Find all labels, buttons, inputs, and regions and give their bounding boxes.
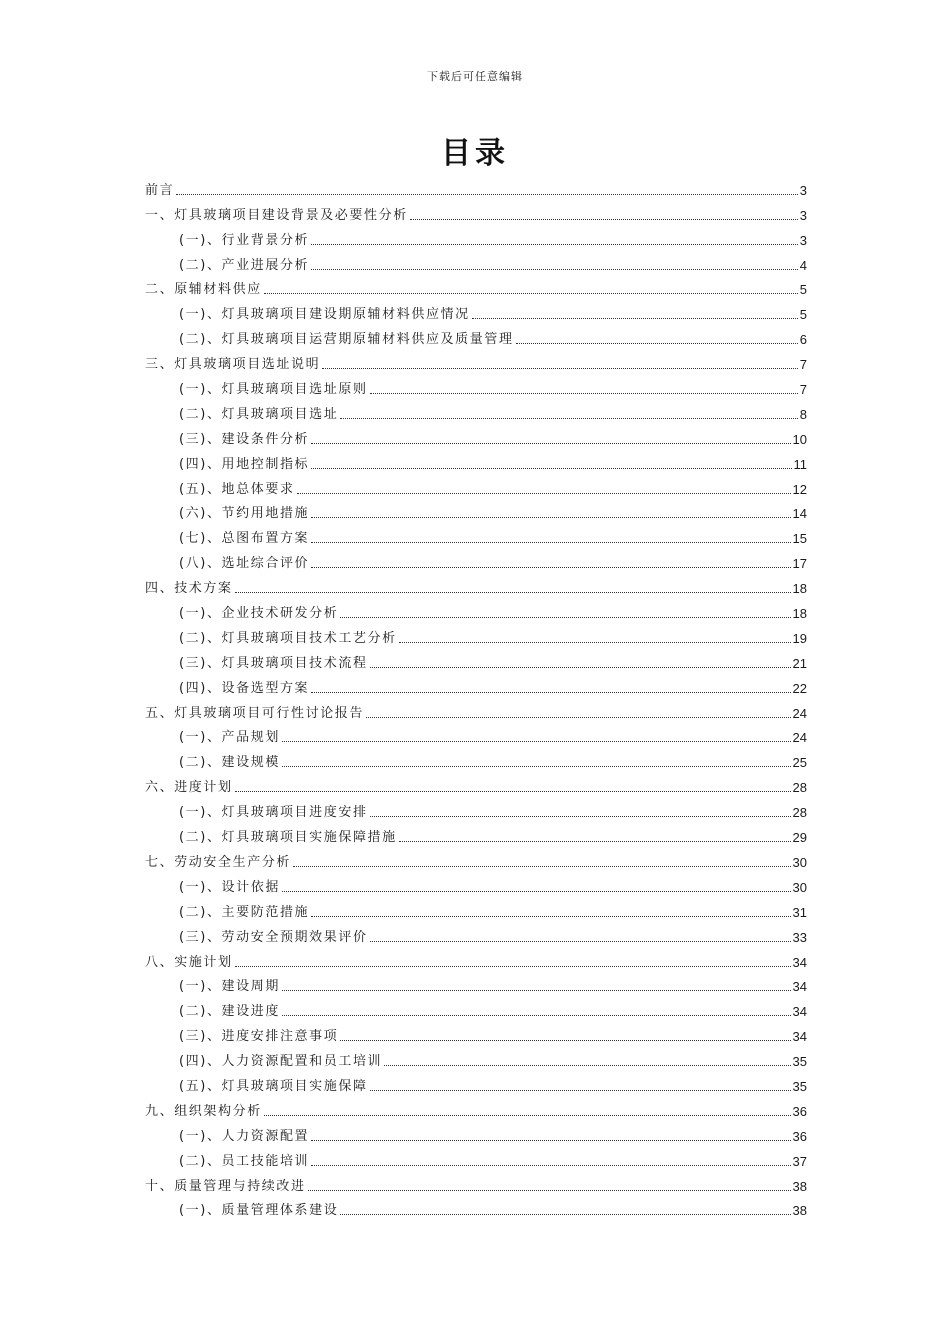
toc-entry-page-number: 7 — [799, 357, 807, 373]
toc-entry[interactable] — [145, 1170, 807, 1195]
toc-entry-label: (二)、灯具玻璃项目运营期原辅材料供应及质量管理 — [179, 332, 514, 348]
dot-leader — [282, 891, 791, 892]
toc-entry-page-number: 10 — [792, 431, 807, 447]
toc-entry[interactable] — [145, 622, 807, 647]
page-header: 下载后可任意编辑 — [427, 70, 523, 83]
toc-entry-page-number: 24 — [792, 730, 807, 746]
dot-leader — [235, 592, 791, 593]
dot-leader — [293, 866, 791, 867]
toc-entry-page-number: 18 — [792, 581, 807, 597]
toc-entry-label: (二)、灯具玻璃项目技术工艺分析 — [179, 630, 397, 646]
toc-entry-page-number: 38 — [792, 1203, 807, 1219]
toc-entry-page-number: 19 — [792, 630, 807, 646]
toc-entry-page-number: 28 — [792, 805, 807, 821]
dot-leader — [264, 1115, 791, 1116]
toc-entry-page-number: 34 — [792, 1004, 807, 1020]
toc-entry[interactable] — [145, 771, 807, 796]
dot-leader — [472, 318, 798, 319]
toc-entry-page-number: 3 — [799, 232, 807, 248]
toc-entry-page-number: 34 — [792, 954, 807, 970]
dot-leader — [410, 219, 798, 220]
dot-leader — [366, 717, 791, 718]
dot-leader — [340, 1040, 790, 1041]
toc-entry[interactable] — [145, 946, 807, 971]
dot-leader — [311, 916, 790, 917]
toc-entry-page-number: 25 — [792, 755, 807, 771]
toc-entry-page-number: 6 — [799, 332, 807, 348]
toc-entry-label: (四)、人力资源配置和员工培训 — [179, 1054, 383, 1070]
toc-entry-label: (七)、总图布置方案 — [179, 531, 310, 547]
toc-entry[interactable] — [145, 224, 807, 249]
toc-entry-label: (一)、建设周期 — [179, 979, 280, 995]
toc-entry[interactable] — [145, 199, 807, 224]
toc-entry[interactable] — [145, 697, 807, 722]
toc-entry[interactable] — [145, 348, 807, 373]
toc-entry-label: (三)、建设条件分析 — [179, 431, 310, 447]
toc-entry[interactable] — [145, 323, 807, 348]
toc-entry[interactable] — [145, 597, 807, 622]
toc-entry[interactable] — [145, 174, 807, 199]
dot-leader — [308, 1190, 791, 1191]
toc-entry[interactable] — [145, 547, 807, 572]
toc-entry[interactable] — [145, 298, 807, 323]
toc-entry-page-number: 18 — [792, 606, 807, 622]
dot-leader — [311, 1165, 790, 1166]
dot-leader — [384, 1065, 790, 1066]
toc-entry[interactable] — [145, 722, 807, 747]
toc-entry-page-number: 8 — [799, 406, 807, 422]
toc-entry-page-number: 36 — [792, 1128, 807, 1144]
dot-leader — [311, 1140, 790, 1141]
toc-entry-label: (六)、节约用地措施 — [179, 506, 310, 522]
toc-entry[interactable] — [145, 572, 807, 597]
toc-entry-page-number: 7 — [799, 382, 807, 398]
toc-entry-page-number: 5 — [799, 282, 807, 298]
toc-entry-label: 七、劳动安全生产分析 — [145, 854, 292, 870]
toc-entry-label: (一)、企业技术研发分析 — [179, 606, 339, 622]
toc-entry-page-number: 33 — [792, 929, 807, 945]
toc-entry-label: (一)、灯具玻璃项目建设期原辅材料供应情况 — [179, 307, 470, 323]
toc-entry-label: (三)、劳动安全预期效果评价 — [179, 929, 368, 945]
toc-entry-page-number: 30 — [792, 879, 807, 895]
toc-entry-label: (一)、质量管理体系建设 — [179, 1203, 339, 1219]
toc-entry-label: (二)、灯具玻璃项目选址 — [179, 406, 339, 422]
toc-entry[interactable] — [145, 1020, 807, 1045]
dot-leader — [311, 269, 798, 270]
toc-entry-page-number: 35 — [792, 1054, 807, 1070]
toc-entry-label: (一)、设计依据 — [179, 879, 280, 895]
toc-entry-label: 五、灯具玻璃项目可行性讨论报告 — [145, 705, 365, 721]
dot-leader — [311, 517, 790, 518]
toc-entry[interactable] — [145, 796, 807, 821]
dot-leader — [370, 667, 791, 668]
toc-entry[interactable] — [145, 373, 807, 398]
toc-entry-page-number: 22 — [792, 680, 807, 696]
dot-leader — [322, 368, 798, 369]
dot-leader — [297, 493, 791, 494]
toc-entry-label: 八、实施计划 — [145, 954, 233, 970]
toc-entry-label: 二、原辅材料供应 — [145, 282, 262, 298]
toc-entry-label: (二)、员工技能培训 — [179, 1153, 310, 1169]
dot-leader — [516, 343, 798, 344]
toc-entry[interactable] — [145, 921, 807, 946]
toc-entry-page-number: 30 — [792, 854, 807, 870]
toc-entry-label: (四)、设备选型方案 — [179, 680, 310, 696]
toc-entry-label: (二)、灯具玻璃项目实施保障措施 — [179, 830, 397, 846]
dot-leader — [399, 642, 791, 643]
toc-entry-label: 十、质量管理与持续改进 — [145, 1178, 306, 1194]
dot-leader — [370, 941, 791, 942]
dot-leader — [311, 468, 791, 469]
toc-entry-label: (三)、进度安排注意事项 — [179, 1029, 339, 1045]
toc-entry-label: 三、灯具玻璃项目选址说明 — [145, 357, 321, 373]
toc-entry-label: (一)、灯具玻璃项目进度安排 — [179, 805, 368, 821]
toc-entry[interactable] — [145, 846, 807, 871]
toc-entry-page-number: 4 — [799, 257, 807, 273]
toc-entry-page-number: 36 — [792, 1103, 807, 1119]
toc-entry-label: 四、技术方案 — [145, 581, 233, 597]
toc-entry[interactable] — [145, 1145, 807, 1170]
dot-leader — [399, 841, 791, 842]
toc-entry-page-number: 11 — [793, 456, 807, 472]
toc-entry[interactable] — [145, 1195, 807, 1220]
dot-leader — [311, 692, 790, 693]
toc-entry-page-number: 12 — [792, 481, 807, 497]
toc-entry-label: (一)、人力资源配置 — [179, 1128, 310, 1144]
dot-leader — [340, 418, 797, 419]
toc-entry[interactable] — [145, 647, 807, 672]
toc-entry-page-number: 14 — [792, 506, 807, 522]
dot-leader — [282, 741, 791, 742]
toc-entry-page-number: 38 — [792, 1178, 807, 1194]
toc-entry[interactable] — [145, 1120, 807, 1145]
dot-leader — [282, 766, 791, 767]
toc-entry-label: (二)、建设规模 — [179, 755, 280, 771]
toc-entry-label: (一)、产品规划 — [179, 730, 280, 746]
toc-entry-page-number: 35 — [792, 1078, 807, 1094]
dot-leader — [264, 293, 798, 294]
toc-entry-page-number: 15 — [792, 531, 807, 547]
toc-entry-page-number: 21 — [792, 655, 807, 671]
toc-entry[interactable] — [145, 1045, 807, 1070]
toc-entry[interactable] — [145, 423, 807, 448]
toc-entry-label: 前言 — [145, 182, 175, 198]
dot-leader — [311, 443, 790, 444]
toc-entry[interactable] — [145, 398, 807, 423]
dot-leader — [176, 194, 798, 195]
toc-entry-label: (五)、灯具玻璃项目实施保障 — [179, 1078, 368, 1094]
toc-entry-label: (二)、产业进展分析 — [179, 257, 310, 273]
dot-leader — [311, 542, 790, 543]
toc-entry-label: 一、灯具玻璃项目建设背景及必要性分析 — [145, 207, 408, 223]
dot-leader — [311, 244, 798, 245]
toc-entry[interactable] — [145, 274, 807, 299]
table-of-contents — [145, 174, 807, 1219]
toc-entry-page-number: 5 — [799, 307, 807, 323]
toc-entry-label: (一)、行业背景分析 — [179, 232, 310, 248]
toc-entry-page-number: 3 — [799, 182, 807, 198]
toc-entry-page-number: 34 — [792, 1029, 807, 1045]
dot-leader — [340, 617, 790, 618]
dot-leader — [282, 1015, 791, 1016]
dot-leader — [340, 1214, 790, 1215]
dot-leader — [370, 393, 798, 394]
dot-leader — [370, 816, 791, 817]
toc-entry-page-number: 31 — [792, 904, 807, 920]
dot-leader — [282, 990, 791, 991]
toc-entry-page-number: 29 — [792, 830, 807, 846]
toc-entry[interactable] — [145, 1095, 807, 1120]
page-title: 目录 — [441, 136, 509, 171]
dot-leader — [235, 966, 791, 967]
toc-entry-label: (一)、灯具玻璃项目选址原则 — [179, 382, 368, 398]
toc-entry-label: (五)、地总体要求 — [179, 481, 295, 497]
toc-entry-page-number: 3 — [799, 207, 807, 223]
toc-entry-label: (八)、选址综合评价 — [179, 556, 310, 572]
toc-entry[interactable] — [145, 1070, 807, 1095]
toc-entry[interactable] — [145, 249, 807, 274]
toc-entry[interactable] — [145, 448, 807, 473]
toc-entry-page-number: 17 — [792, 556, 807, 572]
toc-entry-page-number: 34 — [792, 979, 807, 995]
toc-entry[interactable] — [145, 473, 807, 498]
toc-entry-page-number: 28 — [792, 780, 807, 796]
toc-entry[interactable] — [145, 821, 807, 846]
toc-entry-label: 六、进度计划 — [145, 780, 233, 796]
toc-entry-label: (三)、灯具玻璃项目技术流程 — [179, 655, 368, 671]
dot-leader — [370, 1090, 791, 1091]
toc-entry[interactable] — [145, 746, 807, 771]
toc-entry[interactable] — [145, 896, 807, 921]
toc-entry[interactable] — [145, 995, 807, 1020]
toc-entry[interactable] — [145, 672, 807, 697]
toc-entry-label: (二)、主要防范措施 — [179, 904, 310, 920]
toc-entry-page-number: 37 — [792, 1153, 807, 1169]
dot-leader — [235, 791, 791, 792]
toc-entry[interactable] — [145, 971, 807, 996]
toc-entry[interactable] — [145, 871, 807, 896]
toc-entry-label: 九、组织架构分析 — [145, 1103, 262, 1119]
toc-entry-label: (四)、用地控制指标 — [179, 456, 310, 472]
toc-entry-label: (二)、建设进度 — [179, 1004, 280, 1020]
toc-entry[interactable] — [145, 498, 807, 523]
toc-entry-page-number: 24 — [792, 705, 807, 721]
toc-entry[interactable] — [145, 522, 807, 547]
dot-leader — [311, 567, 790, 568]
